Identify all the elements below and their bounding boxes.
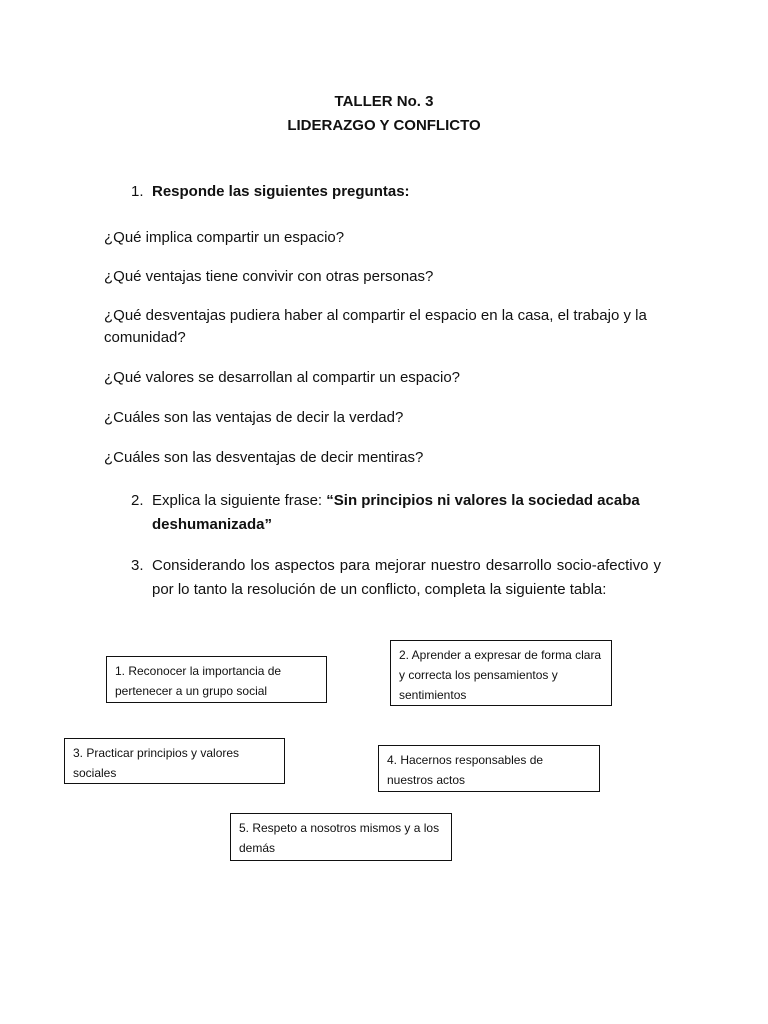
question-4: ¿Qué valores se desarrollan al compartir un espacio?	[104, 369, 461, 386]
title-line-1: TALLER No. 3	[334, 93, 434, 110]
section-1-label: Responde las siguientes preguntas:	[152, 183, 410, 200]
aspect-box-5: 5. Respeto a nosotros mismos y a los demás	[230, 813, 452, 861]
question-2: ¿Qué ventajas tiene convivir con otras personas?	[104, 268, 434, 285]
section-3-number: 3.	[131, 557, 144, 574]
section-2-number: 2.	[131, 492, 144, 509]
aspect-box-3: 3. Practicar principios y valores sociales	[64, 738, 285, 784]
question-1: ¿Qué implica compartir un espacio?	[104, 229, 345, 246]
section-3-text: Considerando los aspectos para mejorar nuestro desarrollo socio-afectivo y por lo tanto la resolución de un conflicto, completa la siguiente tabla:	[152, 557, 661, 598]
section-2-text	[152, 489, 667, 537]
question-6: ¿Cuáles son las desventajas de decir mentiras?	[104, 449, 424, 466]
section-2-prefix: Explica la siguiente frase:	[152, 492, 327, 509]
section-2-quote: “Sin principios ni valores la sociedad acaba deshumanizada”	[152, 492, 640, 533]
question-3: ¿Qué desventajas pudiera haber al compartir el espacio en la casa, el trabajo y la comunidad?	[104, 307, 647, 346]
aspect-box-1: 1. Reconocer la importancia de pertenecer a un grupo social	[106, 656, 327, 703]
section-1-number: 1.	[131, 183, 144, 200]
aspect-box-2: 2. Aprender a expresar de forma clara y correcta los pensamientos y sentimientos	[390, 640, 612, 706]
title-line-2: LIDERAZGO Y CONFLICTO	[287, 117, 481, 134]
aspect-box-4: 4. Hacernos responsables de nuestros actos	[378, 745, 600, 792]
question-5: ¿Cuáles son las ventajas de decir la verdad?	[104, 409, 404, 426]
